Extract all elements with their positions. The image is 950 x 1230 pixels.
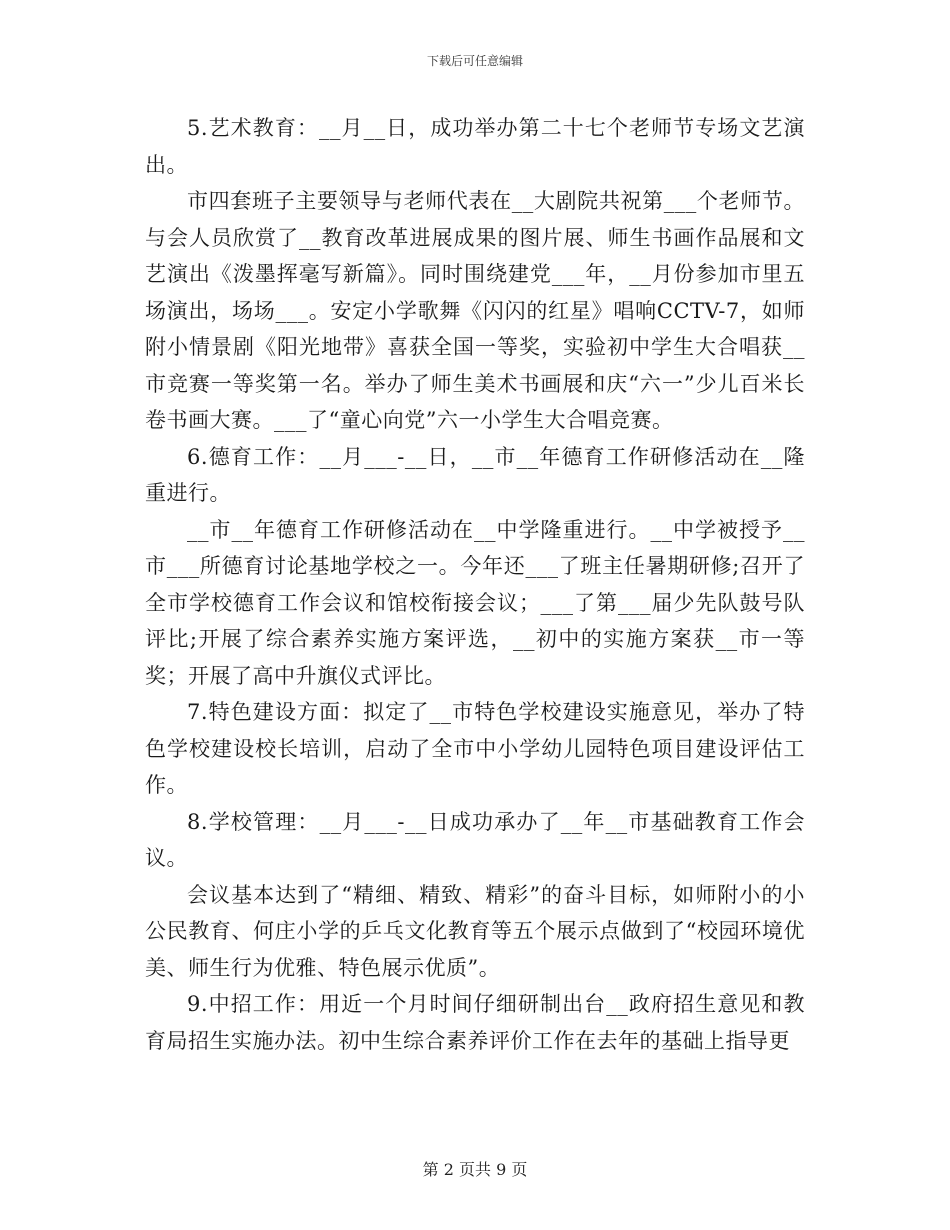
paragraph-school-management: 8.学校管理：__月___-__日成功承办了__年__市基础教育工作会议。 bbox=[145, 809, 805, 870]
paragraph-featured-construction: 7.特色建设方面：拟定了__市特色学校建设实施意见，举办了特色学校建设校长培训，启动了全市中小学幼儿园特色项目建设评估工作。 bbox=[145, 700, 805, 797]
paragraph-art-education: 5.艺术教育：__月__日，成功举办第二十七个老师节专场文艺演出。 bbox=[145, 116, 805, 177]
paragraph-moral-education-detail: __市__年德育工作研修活动在__中学隆重进行。__中学被授予__市___所德育讨论基地学校之一。今年还___了班主任暑期研修;召开了全市学校德育工作会议和馆校衔接会议；___了第___届少先队鼓号队评比;开展了综合素养实施方案评选，__初中的实施方案获__市一等奖；开展了高中升旗仪式评比。 bbox=[145, 517, 805, 688]
paragraph-enrollment: 9.中招工作：用近一个月时间仔细研制出台__政府招生意见和教育局招生实施办法。初中生综合素养评价工作在去年的基础上指导更 bbox=[145, 992, 805, 1053]
paragraph-teachers-day: 市四套班子主要领导与老师代表在__大剧院共祝第___个老师节。与会人员欣赏了__教育改革进展成果的图片展、师生书画作品展和文艺演出《泼墨挥毫写新篇》。同时围绕建党___年，__月份参加市里五场演出，场场___。安定小学歌舞《闪闪的红星》唱响CCTV-7，如师附小情景剧《阳光地带》喜获全国一等奖，实验初中学生大合唱获__市竞赛一等奖第一名。举办了师生美术书画展和庆“六一”少儿百米长卷书画大赛。___了“童心向党”六一小学生大合唱竞赛。 bbox=[145, 189, 805, 432]
page-number: 第 2 页共 9 页 bbox=[422, 1160, 528, 1179]
paragraph-meeting-goals: 会议基本达到了“精细、精致、精彩”的奋斗目标，如师附小的小公民教育、何庄小学的乒乓文化教育等五个展示点做到了“校园环境优美、师生行为优雅、特色展示优质”。 bbox=[145, 882, 805, 980]
document-body bbox=[145, 110, 805, 1059]
paragraph-moral-education: 6.德育工作：__月___-__日，__市__年德育工作研修活动在__隆重进行。 bbox=[145, 444, 805, 505]
page-header: 下载后可任意编辑 bbox=[426, 54, 523, 68]
